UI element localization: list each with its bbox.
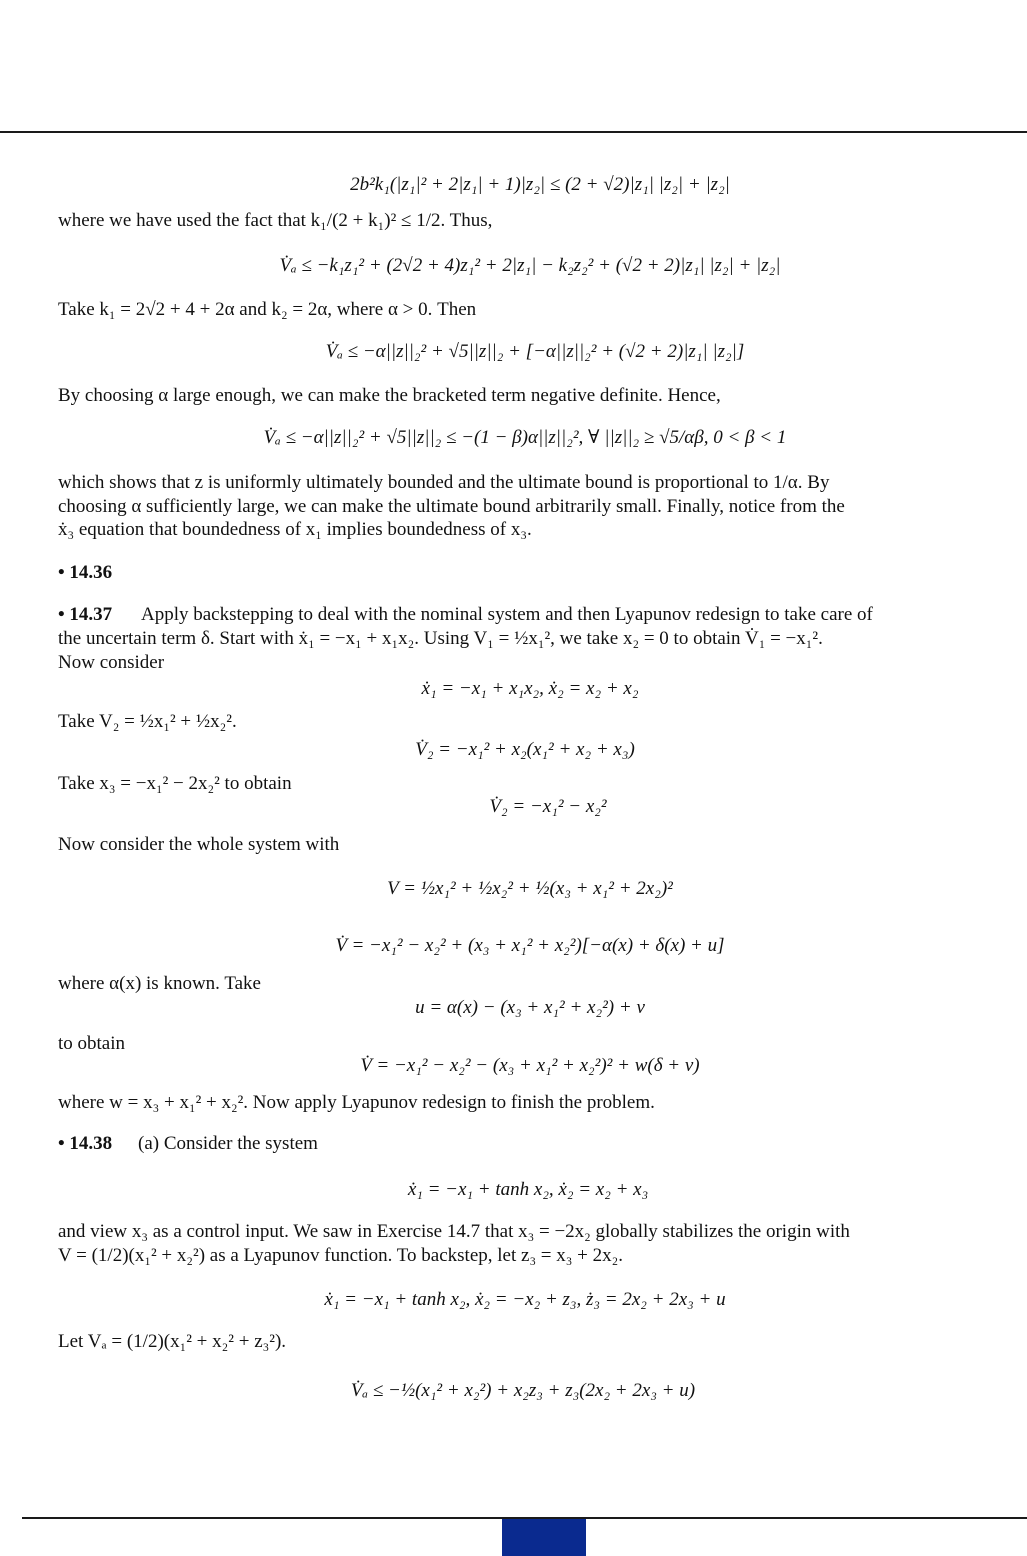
equation-va-dot-1: V̇ₐ ≤ −k₁z₁² + (2√2 + 4)z₁² + 2|z₁| − k₂z₂² + (√2 + 2)|z₁| |z₂| + |z₂| bbox=[279, 255, 781, 276]
text-line: Now consider the whole system with bbox=[58, 834, 340, 855]
text-line: By choosing α large enough, we can make the bracketed term negative definite. Hence, bbox=[58, 385, 721, 406]
text-line: V = (1/2)(x₁² + x₂²) as a Lyapunov function. To backstep, let z₃ = x₃ + 2x₂. bbox=[58, 1245, 623, 1266]
text-line: Take x₃ = −x₁² − 2x₂² to obtain bbox=[58, 773, 292, 794]
equation-va-dot-2: V̇ₐ ≤ −α||z||₂² + √5||z||₂ + [−α||z||₂² + (√2 + 2)|z₁| |z₂|] bbox=[325, 341, 745, 362]
text-line: Let Vₐ = (1/2)(x₁² + x₂² + z₃²). bbox=[58, 1331, 287, 1352]
text-line: Take V₂ = ½x₁² + ½x₂². bbox=[58, 711, 237, 732]
equation-system-x1-x2: ẋ₁ = −x₁ + x₁x₂, ẋ₂ = x₂ + x₂ bbox=[421, 678, 639, 699]
equation-va-dot-final: V̇ₐ ≤ −½(x₁² + x₂²) + x₂z₃ + z₃(2x₂ + 2x₃ + u) bbox=[350, 1380, 696, 1401]
page-number-tab bbox=[502, 1519, 586, 1556]
header-rule bbox=[0, 131, 1027, 133]
text-line: choosing α sufficiently large, we can make the ultimate bound arbitrarily small. Finally, notice from the bbox=[58, 496, 845, 517]
exercise-14-37-heading: • 14.37 bbox=[58, 604, 113, 625]
text-line: which shows that z is uniformly ultimately bounded and the ultimate bound is proportional to 1/α. By bbox=[58, 472, 830, 493]
equation-bound-z2: 2b²k₁(|z₁|² + 2|z₁| + 1)|z₂| ≤ (2 + √2)|z₁| |z₂| + |z₂| bbox=[350, 174, 730, 195]
text-line: and view x₃ as a control input. We saw in Exercise 14.7 that x₃ = −2x₂ globally stabilizes the origin with bbox=[58, 1221, 850, 1242]
text-line: the uncertain term δ. Start with ẋ₁ = −x₁ + x₁x₂. Using V₁ = ½x₁², we take x₂ = 0 to obtain V̇₁ = −x₁². bbox=[58, 628, 823, 649]
equation-system-z3: ẋ₁ = −x₁ + tanh x₂, ẋ₂ = −x₂ + z₃, ż₃ = 2x₂ + 2x₃ + u bbox=[324, 1289, 726, 1310]
text-line: Now consider bbox=[58, 652, 165, 673]
text-line: where we have used the fact that k₁/(2 + k₁)² ≤ 1/2. Thus, bbox=[58, 210, 493, 231]
equation-va-dot-3: V̇ₐ ≤ −α||z||₂² + √5||z||₂ ≤ −(1 − β)α||z||₂², ∀ ||z||₂ ≥ √5/αβ, 0 < β < 1 bbox=[263, 427, 787, 448]
exercise-14-38-heading: • 14.38 bbox=[58, 1133, 113, 1154]
text-line: Take k₁ = 2√2 + 4 + 2α and k₂ = 2α, where α > 0. Then bbox=[58, 299, 477, 320]
text-line: Apply backstepping to deal with the nominal system and then Lyapunov redesign to take care of bbox=[141, 604, 873, 625]
equation-v-dot-2: V̇ = −x₁² − x₂² − (x₃ + x₁² + x₂²)² + w(δ + v) bbox=[360, 1055, 700, 1076]
text-line: (a) Consider the system bbox=[138, 1133, 318, 1154]
equation-v-total: V = ½x₁² + ½x₂² + ½(x₃ + x₁² + 2x₂)² bbox=[387, 878, 673, 899]
text-line: to obtain bbox=[58, 1033, 126, 1054]
text-line: ẋ₃ equation that boundedness of x₁ implies boundedness of x₃. bbox=[58, 519, 532, 540]
equation-v2-dot-2: V̇₂ = −x₁² − x₂² bbox=[489, 796, 607, 817]
equation-control-u: u = α(x) − (x₃ + x₁² + x₂²) + v bbox=[415, 997, 645, 1018]
exercise-14-36-heading: • 14.36 bbox=[58, 562, 113, 583]
text-line: where w = x₃ + x₁² + x₂². Now apply Lyapunov redesign to finish the problem. bbox=[58, 1092, 655, 1113]
equation-system-tanh: ẋ₁ = −x₁ + tanh x₂, ẋ₂ = x₂ + x₃ bbox=[407, 1179, 649, 1200]
equation-v-dot-1: V̇ = −x₁² − x₂² + (x₃ + x₁² + x₂²)[−α(x) + δ(x) + u] bbox=[335, 935, 725, 956]
text-line: where α(x) is known. Take bbox=[58, 973, 261, 994]
equation-v2-dot-1: V̇₂ = −x₁² + x₂(x₁² + x₂ + x₃) bbox=[415, 739, 635, 760]
